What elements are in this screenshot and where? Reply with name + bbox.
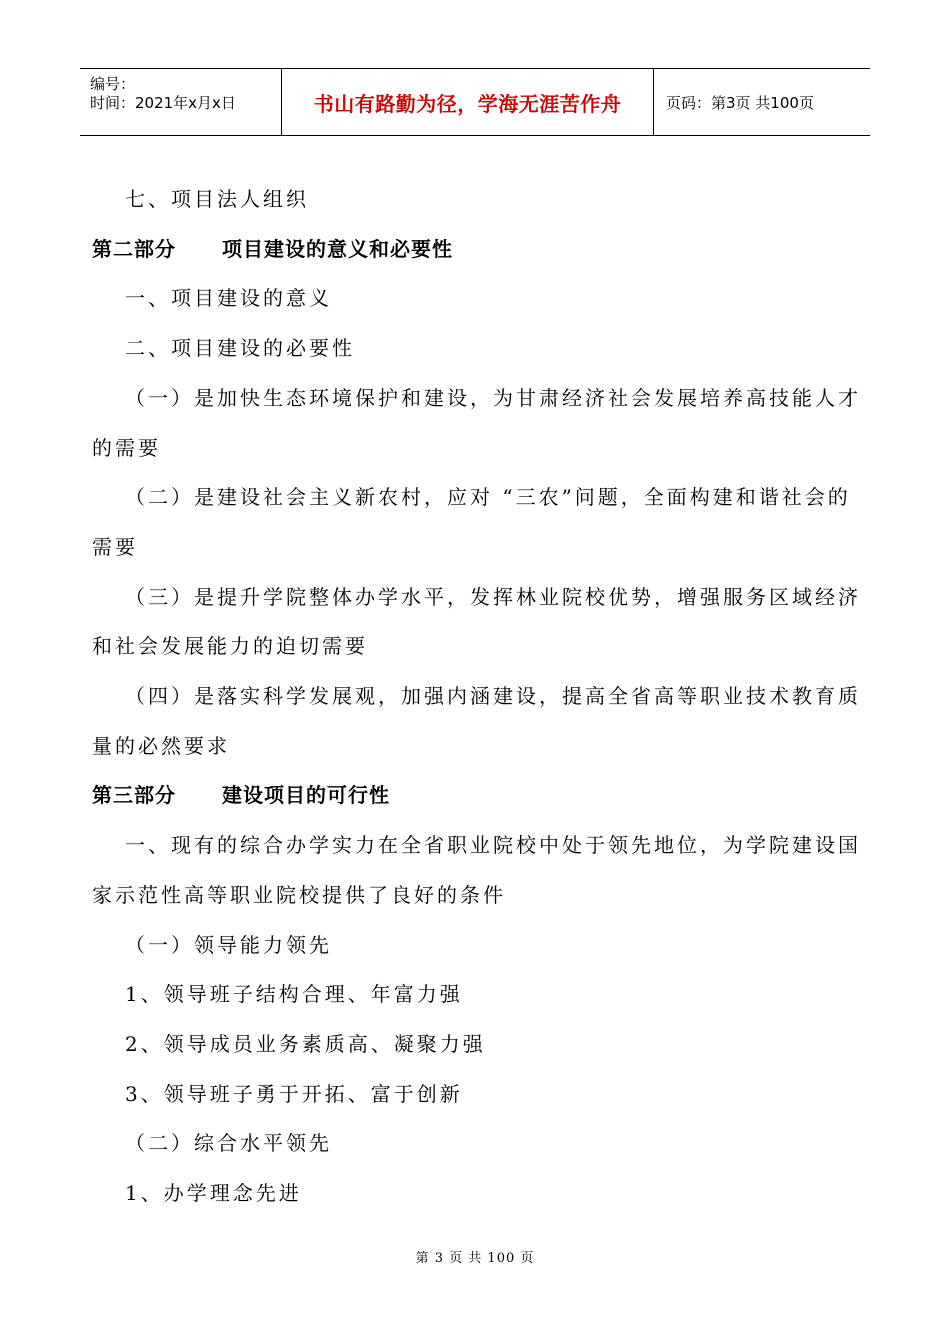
header-page-label: 页码：第3页 共100页 xyxy=(666,93,814,112)
list-item: 1、办学理念先进 xyxy=(125,1181,302,1206)
section-number: 第三部分 xyxy=(92,783,176,808)
paragraph-continuation: 和社会发展能力的迫切需要 xyxy=(92,634,368,659)
header-motto-cell xyxy=(282,69,654,135)
paragraph: （二）是建设社会主义新农村，应对 “三农”问题，全面构建和谐社会的 xyxy=(125,485,851,510)
list-item: 1、领导班子结构合理、年富力强 xyxy=(125,982,463,1007)
paragraph-continuation: 的需要 xyxy=(92,435,161,460)
section-number: 第二部分 xyxy=(92,236,176,261)
section-title: 项目建设的意义和必要性 xyxy=(222,236,453,261)
section-title: 建设项目的可行性 xyxy=(222,783,390,808)
document-body xyxy=(92,175,862,1219)
time-label: 时间：2021年x月x日 xyxy=(90,94,236,112)
header-meta xyxy=(80,69,282,135)
paragraph: 七、项目法人组织 xyxy=(125,187,309,211)
paragraph: （二）综合水平领先 xyxy=(125,1131,332,1156)
paragraph: （一）是加快生态环境保护和建设，为甘肃经济社会发展培养高技能人才 xyxy=(125,385,861,410)
page-header xyxy=(80,68,870,136)
paragraph: （三）是提升学院整体办学水平，发挥林业院校优势，增强服务区域经济 xyxy=(125,584,861,609)
section-heading xyxy=(92,771,862,821)
list-item: 3、领导班子勇于开拓、富于创新 xyxy=(125,1081,463,1106)
paragraph-continuation: 家示范性高等职业院校提供了良好的条件 xyxy=(92,882,506,907)
paragraph-continuation: 量的必然要求 xyxy=(92,733,230,758)
header-page-cell xyxy=(654,69,870,135)
paragraph-continuation: 需要 xyxy=(92,534,138,559)
paragraph: （四）是落实科学发展观，加强内涵建设，提高全省高等职业技术教育质 xyxy=(125,684,861,709)
list-item: 2、领导成员业务素质高、凝聚力强 xyxy=(125,1031,486,1056)
paragraph: 一、项目建设的意义 xyxy=(125,286,332,311)
paragraph: 二、项目建设的必要性 xyxy=(125,336,355,361)
paragraph: （一）领导能力领先 xyxy=(125,932,332,957)
page-footer: 第 3 页 共 100 页 xyxy=(415,1251,535,1266)
serial-label: 编号： xyxy=(90,75,136,93)
section-heading xyxy=(92,225,862,275)
paragraph: 一、现有的综合办学实力在全省职业院校中处于领先地位，为学院建设国 xyxy=(125,833,861,858)
header-motto: 书山有路勤为径，学海无涯苦作舟 xyxy=(313,91,622,116)
